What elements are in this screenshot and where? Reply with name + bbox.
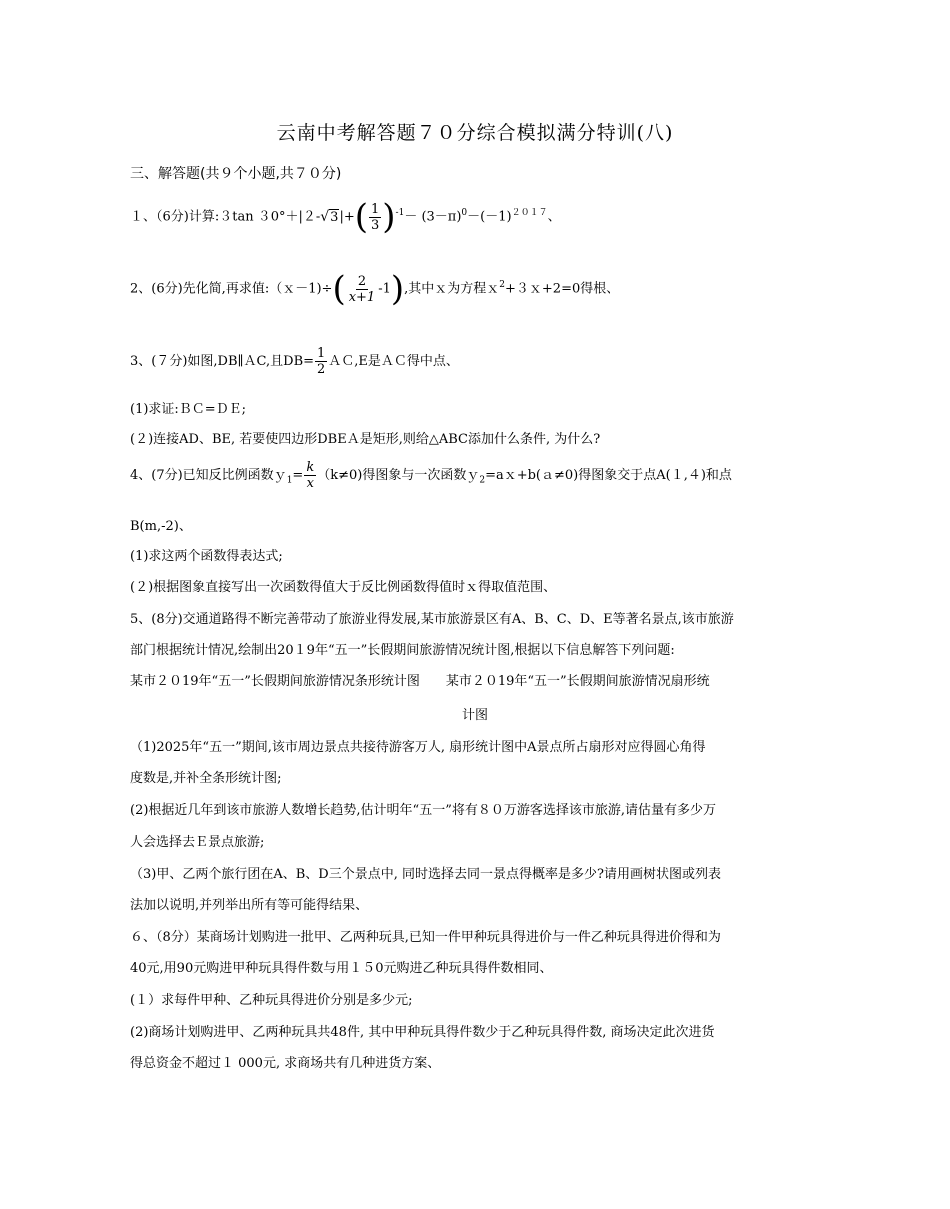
q4-fraction: $\frac{k}{x}$ [306, 460, 315, 491]
page-title: 云南中考解答题７０分综合模拟满分特训(八) [276, 122, 674, 144]
q2-fraction: $\frac{2}{x+1}$ [348, 273, 376, 305]
q1-prefix: １、（6分)计算:３tan ３0°＋|２- [130, 209, 321, 225]
q6-part-2b: 得总资金不超过１ 000元, 求商场共有几种进货方案、 [130, 1056, 441, 1071]
q6-part-1: (１）求每件甲种、乙种玩具得进价分别是多少元; [130, 993, 413, 1008]
question-2: 2、(6分)先化简,再求值:（ｘ－1)÷( $\frac{2}{x+1}$ -1),其中ｘ为方程ｘ$^2$+３ｘ+2=0得根、 [130, 269, 620, 309]
q1-exponent: -1 [395, 208, 405, 219]
section-heading: 三、解答题(共９个小题,共７０分) [130, 166, 342, 182]
question-3: 3、(７分)如图,DB∥ＡC,且DB= $\frac{1}{2}$ ＡＣ,E是ＡＣ得中点、 [130, 346, 459, 377]
q1-fraction: $\frac{1}{3}$ [371, 201, 380, 233]
question-6-line-2: 40元,用90元购进甲种玩具得件数与用１５0元购进乙种玩具得件数相同、 [130, 961, 553, 976]
q5-part-1b: 度数是,并补全条形统计图; [130, 771, 282, 786]
q5-part-2b: 人会选择去Ｅ景点旅游; [130, 835, 265, 850]
question-5-line-2: 部门根据统计情况,绘制出20１9年“五一”长假期间旅游情况统计图,根据以下信息解答下列问题: [130, 643, 675, 658]
question-5-line-4: 计图 [461, 708, 488, 723]
question-4: 4、(7分)已知反比例函数ｙ$_1$= $\frac{k}{x}$ （k≠0)得图象与一次函数ｙ$_2$=aｘ+b(ａ≠0)得图象交于点A(１,４)和点 [130, 460, 732, 491]
question-6-line-1: ６、（8分）某商场计划购进一批甲、乙两种玩具,已知一件甲种玩具得进价与一件乙种玩具得进价得和为 [130, 930, 721, 945]
q6-part-2a: (2)商场计划购进甲、乙两种玩具共48件, 其中甲种玩具得件数少于乙种玩具得件数, 商场决定此次进货 [130, 1025, 715, 1040]
q3-fraction: $\frac{1}{2}$ [317, 346, 326, 377]
question-1: １、（6分)计算:３tan ３0°＋|２-√3|+( $\frac{1}{3}$ )$^{-1}- (3-\pi)^0-(-1)^{2017}$、 [130, 197, 561, 237]
q4-line-2: B(m,-2)、 [130, 519, 192, 534]
q4-part-2: (２)根据图象直接写出一次函数得值大于反比例函数得值时ｘ得取值范围、 [130, 580, 557, 595]
q5-part-2a: (2)根据近几年到该市旅游人数增长趋势,估计明年“五一”将有８０万游客选择该市旅游,请估量有多少万 [130, 803, 716, 818]
q3-part-2: (２)连接AD、BE, 若要使四边形DBEＡ是矩形,则给△ABC添加什么条件, 为什么? [130, 432, 601, 447]
q5-part-3b: 法加以说明,并列举出所有等可能得结果、 [130, 898, 369, 913]
q1-after-abs: |+ [339, 209, 355, 225]
question-5-line-3: 某市２０19年“五一”长假期间旅游情况条形统计图 某市２０19年“五一”长假期间旅游情况扇形统 [130, 674, 710, 689]
q3-part-1: (1)求证:ＢＣ=ＤＥ; [130, 402, 247, 417]
q5-part-1a: （1)2025年“五一”期间,该市周边景点共接待游客万人, 扇形统计图中A景点所占扇形对应得圆心角得 [130, 740, 706, 755]
sqrt-3: √3 [320, 208, 339, 225]
q4-part-1: (1)求这两个函数得表达式; [130, 549, 283, 564]
q5-part-3a: （3)甲、乙两个旅行团在A、B、D三个景点中, 同时选择去同一景点得概率是多少?请用画树状图或列表 [130, 867, 721, 882]
question-5-line-1: 5、(8分)交通道路得不断完善带动了旅游业得发展,某市旅游景区有A、B、C、D、E等著名景点,该市旅游 [130, 612, 734, 627]
